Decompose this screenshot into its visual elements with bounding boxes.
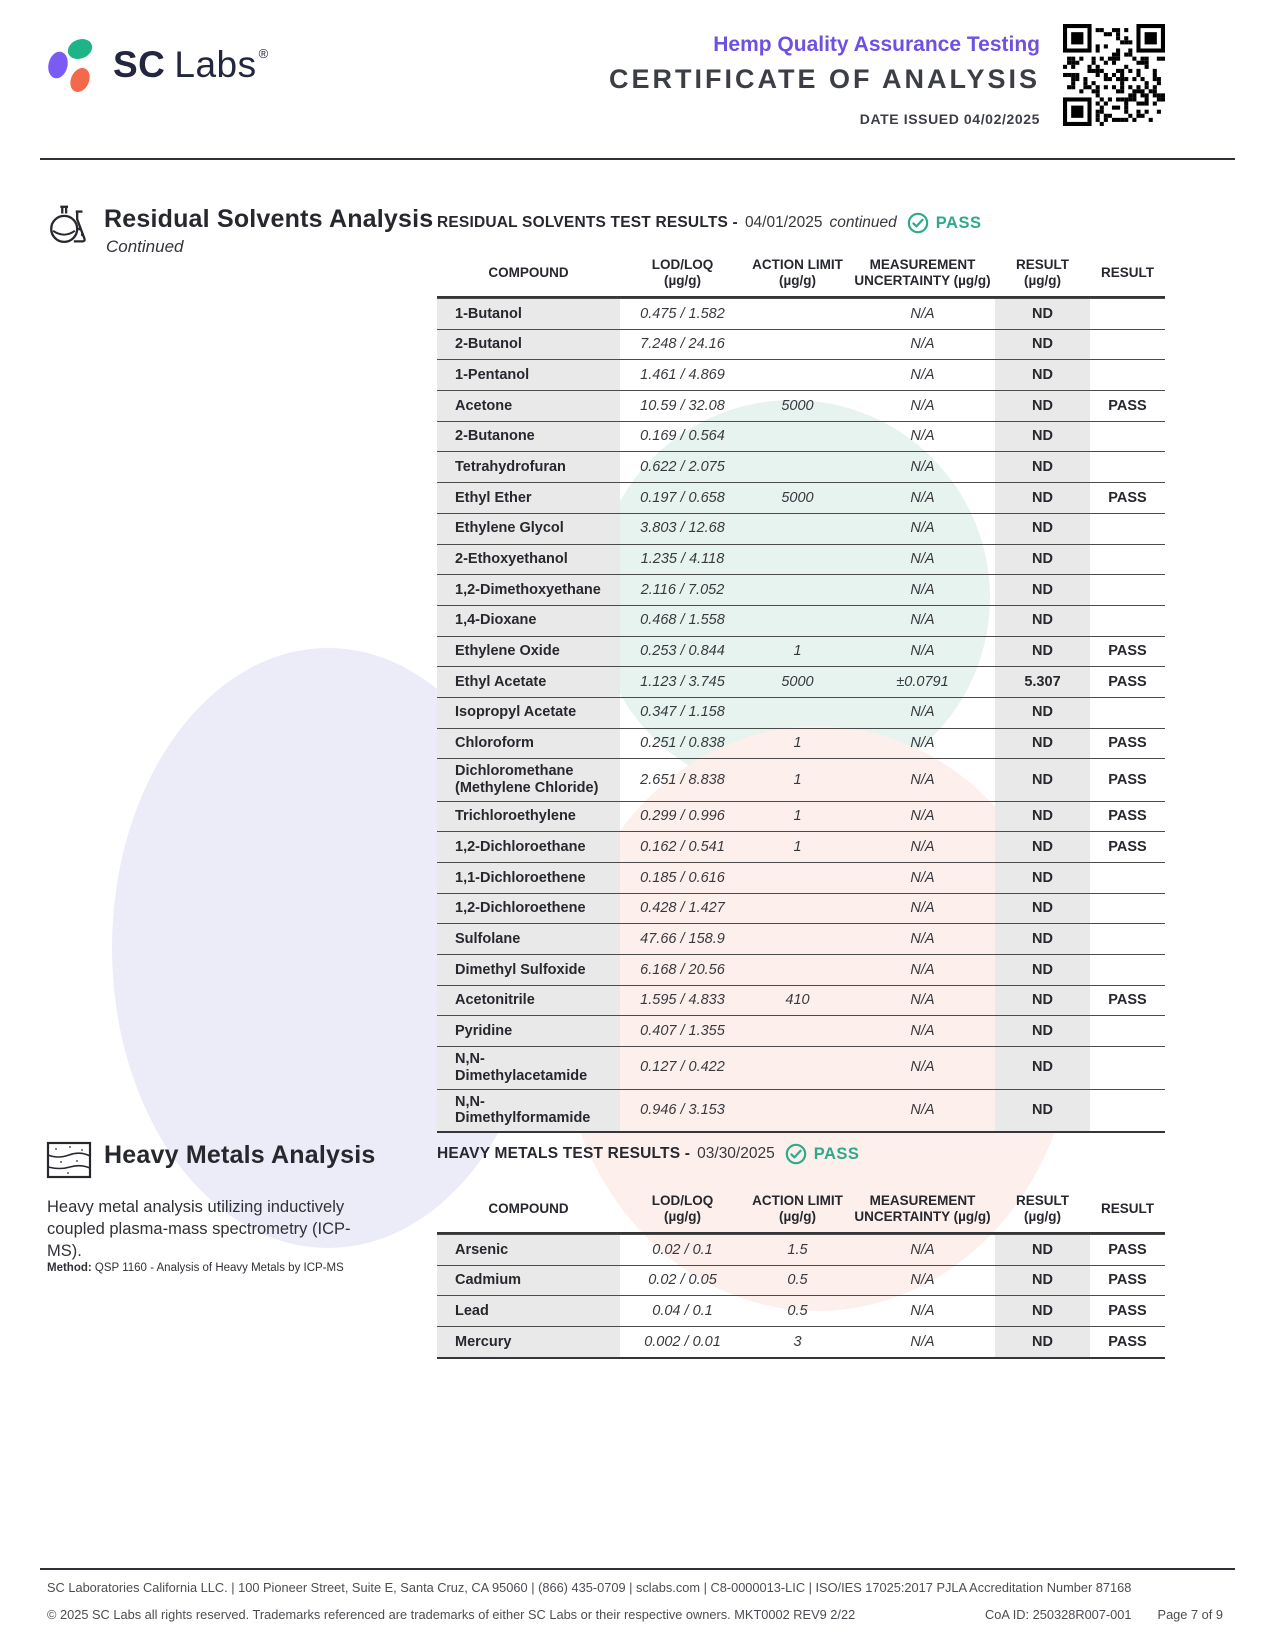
compound-cell: 1,2-Dimethoxyethane [437, 575, 620, 605]
compound-cell: 1,4-Dioxane [437, 606, 620, 636]
result-status-cell [1090, 863, 1165, 893]
uncertainty-cell: N/A [910, 1022, 935, 1039]
header-divider [40, 158, 1235, 160]
result-value-cell: ND [995, 986, 1090, 1016]
method-label: Method: [47, 1262, 92, 1274]
compound-cell: Trichloroethylene [437, 802, 620, 832]
table-row [437, 923, 1165, 954]
uncertainty-cell: N/A [910, 305, 935, 322]
result-value-cell: ND [995, 1090, 1090, 1131]
result-status-cell: PASS [1108, 735, 1147, 752]
compound-cell: 1,2-Dichloroethane [437, 832, 620, 862]
table-row [437, 985, 1165, 1016]
action-limit-cell [745, 545, 850, 575]
uncertainty-cell: N/A [910, 1241, 935, 1258]
result-status-cell [1090, 698, 1165, 728]
column-header: RESULT [1101, 1201, 1154, 1217]
heavy-metals-section-title: Heavy Metals Analysis [104, 1141, 376, 1169]
result-status-cell [1090, 924, 1165, 954]
action-limit-cell [745, 1016, 850, 1046]
compound-cell: 1,2-Dichloroethene [437, 894, 620, 924]
result-value-cell: ND [995, 606, 1090, 636]
action-limit-cell [745, 924, 850, 954]
uncertainty-cell: N/A [910, 551, 935, 567]
footer-legal-line [47, 1607, 1223, 1622]
action-limit-cell: 5000 [781, 397, 814, 414]
uncertainty-cell: N/A [910, 428, 935, 445]
table-row [437, 329, 1165, 360]
footer-right [985, 1607, 1223, 1622]
lod-loq-cell: 0.127 / 0.422 [640, 1059, 725, 1076]
table-row [437, 1234, 1165, 1265]
column-header: ACTION LIMIT (µg/g) [752, 1193, 843, 1224]
action-limit-cell [745, 330, 850, 360]
table-row [437, 605, 1165, 636]
residual-solvents-continued-label: Continued [106, 237, 184, 256]
table-row [437, 1089, 1165, 1131]
pass-check-icon [785, 1143, 807, 1165]
header-titles [609, 33, 1040, 127]
compound-cell: Isopropyl Acetate [437, 698, 620, 728]
action-limit-cell: 0.5 [787, 1272, 808, 1289]
table-row [437, 862, 1165, 893]
result-value-cell: ND [995, 832, 1090, 862]
compound-cell: 2-Ethoxyethanol [437, 545, 620, 575]
uncertainty-cell: ±0.0791 [896, 673, 949, 690]
action-limit-cell [745, 863, 850, 893]
result-value-cell: ND [995, 299, 1090, 329]
column-header: RESULT (µg/g) [1016, 257, 1069, 288]
uncertainty-cell: N/A [910, 838, 935, 855]
lod-loq-cell: 7.248 / 24.16 [640, 336, 725, 353]
compound-cell: Arsenic [437, 1235, 620, 1265]
action-limit-cell [745, 955, 850, 985]
coa-id: CoA ID: 250328R007-001 [984, 1607, 1132, 1622]
pass-status-badge: PASS [813, 1144, 860, 1163]
lod-loq-cell: 0.185 / 0.616 [640, 869, 725, 886]
result-status-cell [1090, 955, 1165, 985]
lod-loq-cell: 47.66 / 158.9 [640, 930, 725, 947]
action-limit-cell: 1 [793, 643, 802, 660]
column-header: RESULT [1101, 265, 1154, 281]
method-text: QSP 1160 - Analysis of Heavy Metals by ICP-MS [94, 1262, 344, 1274]
lod-loq-cell: 0.162 / 0.541 [640, 838, 725, 855]
results-date: 04/01/2025 [744, 214, 823, 231]
table-row [437, 758, 1165, 800]
result-value-cell: ND [995, 1047, 1090, 1088]
action-limit-cell [745, 575, 850, 605]
residual-solvents-table [437, 250, 1165, 1133]
column-header: COMPOUND [488, 1201, 569, 1217]
uncertainty-cell: N/A [910, 930, 935, 947]
result-status-cell: PASS [1108, 643, 1147, 660]
compound-cell: Acetonitrile [437, 986, 620, 1016]
result-value-cell: ND [995, 575, 1090, 605]
results-title: HEAVY METALS TEST RESULTS - [437, 1145, 691, 1162]
action-limit-cell [745, 514, 850, 544]
lod-loq-cell: 10.59 / 32.08 [640, 397, 725, 414]
uncertainty-cell: N/A [910, 992, 935, 1009]
lod-loq-cell: 6.168 / 20.56 [640, 961, 725, 978]
result-status-cell: PASS [1108, 1241, 1147, 1258]
uncertainty-cell: N/A [910, 1333, 935, 1350]
qr-code [1063, 24, 1165, 126]
uncertainty-cell: N/A [910, 1059, 935, 1076]
lod-loq-cell: 2.116 / 7.052 [640, 581, 725, 598]
compound-cell: Chloroform [437, 729, 620, 759]
result-value-cell: ND [995, 759, 1090, 800]
pass-status-badge: PASS [935, 213, 982, 232]
compound-cell: Sulfolane [437, 924, 620, 954]
footer-divider [40, 1568, 1235, 1570]
result-status-cell: PASS [1108, 1302, 1147, 1319]
action-limit-cell [745, 698, 850, 728]
compound-cell: Acetone [437, 391, 620, 421]
uncertainty-cell: N/A [910, 1101, 935, 1118]
lod-loq-cell: 0.253 / 0.844 [640, 643, 725, 660]
action-limit-cell [745, 1090, 850, 1131]
uncertainty-cell: N/A [910, 808, 935, 825]
compound-cell: 2-Butanol [437, 330, 620, 360]
result-status-cell [1090, 1047, 1165, 1088]
compound-cell: Dimethyl Sulfoxide [437, 955, 620, 985]
heavy-metals-icon [46, 1140, 92, 1180]
column-header: RESULT (µg/g) [1016, 1193, 1069, 1224]
table-row [437, 482, 1165, 513]
compound-cell: 1-Pentanol [437, 360, 620, 390]
table-row [437, 1015, 1165, 1046]
action-limit-cell: 5000 [781, 673, 814, 690]
compound-cell: Dichloromethane (Methylene Chloride) [437, 759, 620, 800]
uncertainty-cell: N/A [910, 489, 935, 506]
uncertainty-cell: N/A [910, 520, 935, 537]
uncertainty-cell: N/A [910, 735, 935, 752]
lod-loq-cell: 2.651 / 8.838 [640, 771, 725, 788]
uncertainty-cell: N/A [910, 643, 935, 660]
lod-loq-cell: 1.461 / 4.869 [640, 366, 725, 383]
result-value-cell: ND [995, 924, 1090, 954]
lod-loq-cell: 0.946 / 3.153 [640, 1101, 725, 1118]
lod-loq-cell: 0.02 / 0.05 [648, 1272, 717, 1289]
lod-loq-cell: 0.468 / 1.558 [640, 612, 725, 629]
result-value-cell: ND [995, 514, 1090, 544]
uncertainty-cell: N/A [910, 869, 935, 886]
result-status-cell: PASS [1108, 397, 1147, 414]
result-status-cell [1090, 360, 1165, 390]
lod-loq-cell: 0.197 / 0.658 [640, 489, 725, 506]
result-value-cell: ND [995, 391, 1090, 421]
heavy-metals-description: Heavy metal analysis utilizing inductively coupled plasma-mass spectrometry (ICP-MS). [47, 1198, 351, 1260]
action-limit-cell [745, 452, 850, 482]
result-value-cell: ND [995, 1016, 1090, 1046]
result-value-cell: ND [995, 698, 1090, 728]
results-continued: continued [829, 214, 897, 231]
uncertainty-cell: N/A [910, 704, 935, 721]
lod-loq-cell: 0.251 / 0.838 [640, 735, 725, 752]
result-status-cell [1090, 575, 1165, 605]
column-header: ACTION LIMIT (µg/g) [752, 257, 843, 288]
action-limit-cell [745, 299, 850, 329]
column-header: LOD/LOQ (µg/g) [651, 1193, 714, 1224]
uncertainty-cell: N/A [910, 581, 935, 598]
compound-cell: 1-Butanol [437, 299, 620, 329]
lod-loq-cell: 0.475 / 1.582 [640, 305, 725, 322]
table-row [437, 636, 1165, 667]
compound-cell: Ethylene Oxide [437, 637, 620, 667]
lod-loq-cell: 0.04 / 0.1 [652, 1302, 713, 1319]
compound-cell: 2-Butanone [437, 422, 620, 452]
result-value-cell: ND [995, 422, 1090, 452]
residual-solvents-results-header [437, 212, 981, 234]
results-title: RESIDUAL SOLVENTS TEST RESULTS - [437, 214, 738, 231]
table-row [437, 1265, 1165, 1296]
result-status-cell [1090, 1090, 1165, 1131]
result-status-cell: PASS [1108, 808, 1147, 825]
table-header-row [437, 250, 1165, 298]
result-status-cell [1090, 299, 1165, 329]
residual-solvents-section-title: Residual Solvents Analysis [104, 205, 434, 233]
footer-address-line: SC Laboratories California LLC. | 100 Pioneer Street, Suite E, Santa Cruz, CA 95060 | (866) 435-0709 | sclabs.com | C8-0000013-LIC | ISO/IES 17025:2017 PJLA Accreditation Number 87168 [47, 1580, 1132, 1595]
action-limit-cell: 410 [785, 992, 810, 1009]
lod-loq-cell: 0.428 / 1.427 [640, 900, 725, 917]
lod-loq-cell: 0.299 / 0.996 [640, 808, 725, 825]
sc-labs-logo-icon [47, 36, 99, 94]
compound-cell: Mercury [437, 1327, 620, 1357]
action-limit-cell [745, 360, 850, 390]
table-row [437, 954, 1165, 985]
result-value-cell: 5.307 [995, 667, 1090, 697]
compound-cell: Cadmium [437, 1266, 620, 1296]
result-status-cell: PASS [1108, 489, 1147, 506]
uncertainty-cell: N/A [910, 1272, 935, 1289]
result-value-cell: ND [995, 545, 1090, 575]
compound-cell: Ethyl Ether [437, 483, 620, 513]
page-number: Page 7 of 9 [1157, 1607, 1223, 1622]
table-row [437, 831, 1165, 862]
result-status-cell [1090, 330, 1165, 360]
lod-loq-cell: 3.803 / 12.68 [640, 520, 725, 537]
column-header: COMPOUND [488, 265, 569, 281]
result-value-cell: ND [995, 802, 1090, 832]
table-row [437, 893, 1165, 924]
action-limit-cell: 1 [793, 838, 802, 855]
pass-check-icon [907, 212, 929, 234]
compound-cell: 1,1-Dichloroethene [437, 863, 620, 893]
compound-cell: N,N-Dimethylformamide [437, 1090, 620, 1131]
heavy-metals-table [437, 1186, 1165, 1359]
result-value-cell: ND [995, 1327, 1090, 1357]
result-value-cell: ND [995, 360, 1090, 390]
uncertainty-cell: N/A [910, 366, 935, 383]
action-limit-cell [745, 606, 850, 636]
heavy-metals-method [47, 1262, 344, 1274]
result-value-cell: ND [995, 1296, 1090, 1326]
table-row [437, 801, 1165, 832]
result-status-cell: PASS [1108, 838, 1147, 855]
lod-loq-cell: 1.595 / 4.833 [640, 992, 725, 1009]
result-status-cell [1090, 545, 1165, 575]
lod-loq-cell: 1.235 / 4.118 [640, 551, 725, 567]
sc-labs-logo [47, 36, 269, 94]
action-limit-cell [745, 422, 850, 452]
result-value-cell: ND [995, 330, 1090, 360]
table-row [437, 697, 1165, 728]
uncertainty-cell: N/A [910, 1302, 935, 1319]
lod-loq-cell: 1.123 / 3.745 [640, 673, 725, 690]
table-row [437, 544, 1165, 575]
compound-cell: Tetrahydrofuran [437, 452, 620, 482]
table-row [437, 390, 1165, 421]
action-limit-cell: 1 [793, 735, 802, 752]
sc-labs-wordmark [113, 44, 269, 86]
heavy-metals-results-header [437, 1143, 859, 1165]
table-row [437, 1295, 1165, 1326]
action-limit-cell: 1.5 [787, 1241, 808, 1258]
uncertainty-cell: N/A [910, 336, 935, 353]
result-status-cell: PASS [1108, 771, 1147, 788]
lod-loq-cell: 0.347 / 1.158 [640, 704, 725, 721]
action-limit-cell: 1 [793, 808, 802, 825]
flask-icon [44, 202, 94, 250]
registered-mark: ® [258, 46, 269, 61]
action-limit-cell: 0.5 [787, 1302, 808, 1319]
table-row [437, 513, 1165, 544]
result-value-cell: ND [995, 637, 1090, 667]
table-row [437, 728, 1165, 759]
logo-labs: Labs [174, 44, 257, 85]
result-value-cell: ND [995, 1266, 1090, 1296]
action-limit-cell [745, 1047, 850, 1088]
footer-copyright: © 2025 SC Labs all rights reserved. Trademarks referenced are trademarks of either SC Labs or their respective owners. MKT0002 REV9 2/22 [47, 1607, 856, 1622]
uncertainty-cell: N/A [910, 900, 935, 917]
document-title: CERTIFICATE OF ANALYSIS [608, 64, 1040, 94]
result-value-cell: ND [995, 1235, 1090, 1265]
compound-cell: Ethylene Glycol [437, 514, 620, 544]
table-row [437, 298, 1165, 329]
result-status-cell [1090, 1016, 1165, 1046]
compound-cell: Lead [437, 1296, 620, 1326]
action-limit-cell [745, 894, 850, 924]
compound-cell: Ethyl Acetate [437, 667, 620, 697]
action-limit-cell: 1 [793, 771, 802, 788]
uncertainty-cell: N/A [910, 397, 935, 414]
lod-loq-cell: 0.02 / 0.1 [652, 1241, 713, 1258]
result-status-cell [1090, 422, 1165, 452]
result-status-cell [1090, 606, 1165, 636]
table-row [437, 1046, 1165, 1088]
result-value-cell: ND [995, 955, 1090, 985]
lod-loq-cell: 0.407 / 1.355 [640, 1022, 725, 1039]
table-row [437, 451, 1165, 482]
result-status-cell: PASS [1108, 673, 1147, 690]
result-value-cell: ND [995, 452, 1090, 482]
action-limit-cell: 5000 [781, 489, 814, 506]
logo-sc: SC [113, 44, 166, 85]
uncertainty-cell: N/A [910, 771, 935, 788]
lod-loq-cell: 0.169 / 0.564 [640, 428, 725, 445]
compound-cell: N,N-Dimethylacetamide [437, 1047, 620, 1088]
date-issued: DATE ISSUED 04/02/2025 [859, 111, 1040, 127]
uncertainty-cell: N/A [910, 612, 935, 629]
result-value-cell: ND [995, 863, 1090, 893]
compound-cell: Pyridine [437, 1016, 620, 1046]
uncertainty-cell: N/A [910, 458, 935, 475]
table-row [437, 1326, 1165, 1357]
result-status-cell: PASS [1108, 1272, 1147, 1289]
result-status-cell [1090, 452, 1165, 482]
column-header: MEASUREMENT UNCERTAINTY (µg/g) [854, 257, 991, 288]
column-header: MEASUREMENT UNCERTAINTY (µg/g) [854, 1193, 991, 1224]
result-status-cell [1090, 894, 1165, 924]
result-status-cell [1090, 514, 1165, 544]
result-status-cell: PASS [1108, 1333, 1147, 1350]
lod-loq-cell: 0.002 / 0.01 [644, 1333, 721, 1350]
uncertainty-cell: N/A [910, 961, 935, 978]
result-status-cell: PASS [1108, 992, 1147, 1009]
program-title: Hemp Quality Assurance Testing [713, 33, 1040, 56]
results-date: 03/30/2025 [697, 1145, 775, 1162]
action-limit-cell: 3 [793, 1333, 802, 1350]
column-header: LOD/LOQ (µg/g) [651, 257, 714, 288]
lod-loq-cell: 0.622 / 2.075 [640, 458, 725, 475]
table-row [437, 359, 1165, 390]
table-header-row [437, 1186, 1165, 1234]
result-value-cell: ND [995, 729, 1090, 759]
table-row [437, 666, 1165, 697]
result-value-cell: ND [995, 894, 1090, 924]
result-value-cell: ND [995, 483, 1090, 513]
table-row [437, 421, 1165, 452]
table-row [437, 574, 1165, 605]
